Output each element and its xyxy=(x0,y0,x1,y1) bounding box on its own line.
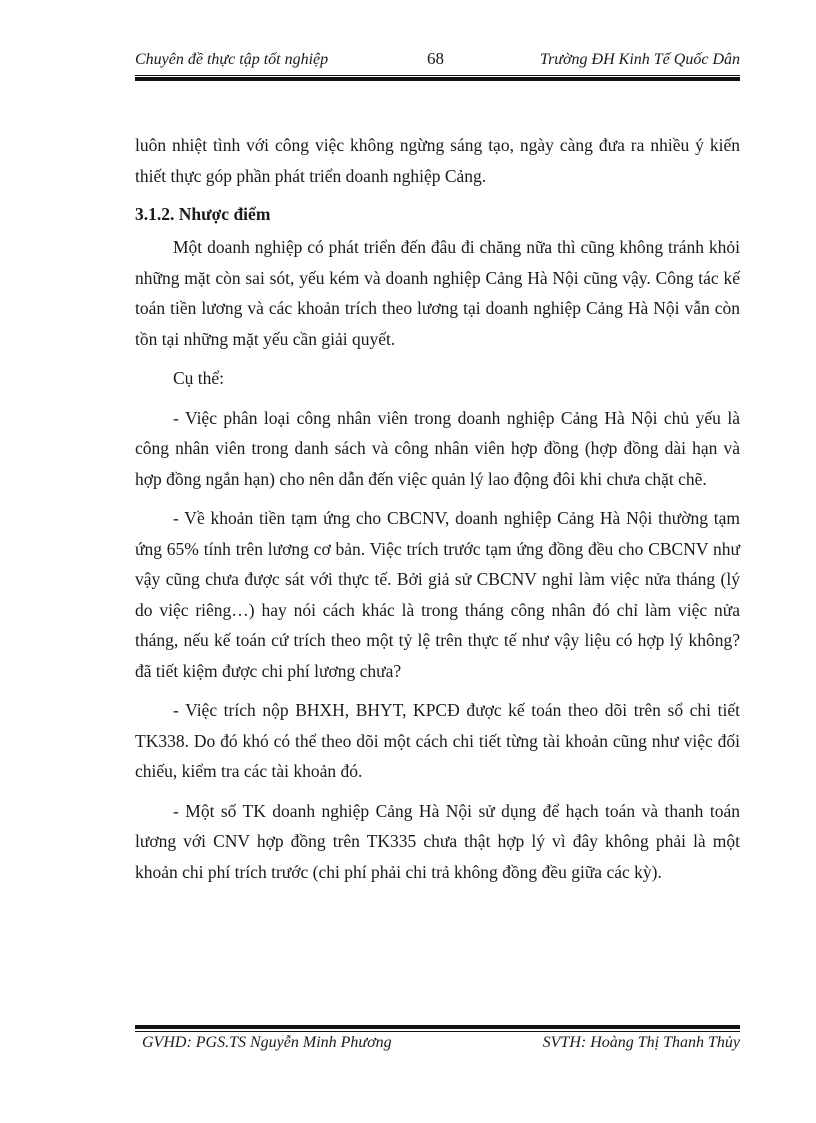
footer-advisor: GVHD: PGS.TS Nguyễn Minh Phương xyxy=(142,1034,392,1051)
paragraph-specifics: Cụ thể: xyxy=(173,368,225,388)
page-header xyxy=(135,48,740,72)
document-body xyxy=(135,130,740,887)
paragraph-point-3: - Việc trích nộp BHXH, BHYT, KPCĐ được kế toán theo dõi trên sổ chi tiết TK338. Do đó khó có thể theo dõi một cách chi tiết từng tài khoản cũng như việc đối chiếu, kiểm tra các tài khoản đó. xyxy=(135,700,740,781)
header-rule-thin xyxy=(135,75,740,76)
header-university: Trường ĐH Kinh Tế Quốc Dân xyxy=(540,51,740,68)
paragraph-point-4: - Một số TK doanh nghiệp Cảng Hà Nội sử dụng để hạch toán và thanh toán lương với CNV hợp đồng trên TK335 chưa thật hợp lý vì đây không phải là một khoản chi phí trích trước (chi phí phải chi trả không đồng đều giữa các kỳ). xyxy=(135,800,740,882)
footer-rule-thick xyxy=(135,1025,740,1029)
section-heading: 3.1.2. Nhược điểm xyxy=(135,204,271,224)
page-number: 68 xyxy=(427,49,444,68)
header-rule-thick xyxy=(135,77,740,81)
paragraph-point-1: - Việc phân loại công nhân viên trong doanh nghiệp Cảng Hà Nội chủ yếu là công nhân viên trong danh sách và công nhân viên hợp đồng (hợp đồng dài hạn và hợp đồng ngắn hạn) cho nên dẫn đến việc quản lý lao động đôi khi chưa chặt chẽ. xyxy=(135,407,740,489)
paragraph-intro: Một doanh nghiệp có phát triển đến đâu đi chăng nữa thì cũng không tránh khỏi những mặt còn sai sót, yếu kém và doanh nghiệp Cảng Hà Nội cũng vậy. Công tác kế toán tiền lương và các khoản trích theo lương tại doanh nghiệp Cảng Hà Nội vẫn còn tồn tại những mặt yếu cần giải quyết. xyxy=(135,237,740,349)
footer-rule-thin xyxy=(135,1031,740,1032)
header-thesis-title: Chuyên đề thực tập tốt nghiệp xyxy=(135,51,329,68)
paragraph-point-2: - Về khoản tiền tạm ứng cho CBCNV, doanh nghiệp Cảng Hà Nội thường tạm ứng 65% tính trên lương cơ bản. Việc trích trước tạm ứng đồng đều cho CBCNV như vậy cũng chưa được sát với thực tế. Bởi giả sử CBCNV nghỉ làm việc nửa tháng (lý do việc riêng…) hay nói cách khác là trong tháng công nhân đó chỉ làm việc nửa tháng, nếu kế toán cứ trích theo một tỷ lệ trên thực tế như vậy liệu có hợp lý không? đã tiết kiệm được chi phí lương chưa? xyxy=(135,508,740,681)
paragraph-continuation: luôn nhiệt tình với công việc không ngừng sáng tạo, ngày càng đưa ra nhiều ý kiến thiết thực góp phần phát triển doanh nghiệp Cảng. xyxy=(135,135,740,186)
footer-student: SVTH: Hoàng Thị Thanh Thủy xyxy=(542,1034,740,1051)
